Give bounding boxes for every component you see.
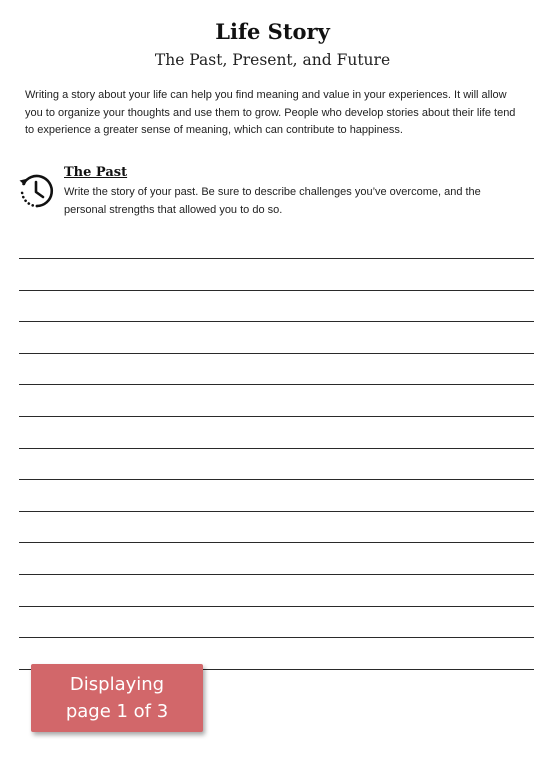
writing-line bbox=[19, 542, 534, 543]
clock-history-icon bbox=[17, 171, 57, 211]
page-subtitle: The Past, Present, and Future bbox=[154, 51, 391, 69]
section-description: Write the story of your past. Be sure to describe challenges you’ve overcome, and the personal strengths that allowed you to do so. bbox=[64, 186, 481, 216]
writing-line bbox=[19, 606, 534, 607]
writing-line bbox=[19, 574, 534, 575]
writing-line bbox=[19, 479, 534, 480]
writing-line bbox=[19, 384, 534, 385]
page-indicator-badge bbox=[31, 664, 203, 732]
intro-paragraph: Writing a story about your life can help you find meaning and value in your experiences. It will allow you to organize your thoughts and use them to grow. People who develop stories about their life tend to experience a greater sense of meaning, which can contribute to happiness. bbox=[25, 89, 516, 136]
page-title: Life Story bbox=[215, 19, 330, 44]
page-indicator-label: Displaying bbox=[69, 674, 165, 695]
writing-line bbox=[19, 511, 534, 512]
page-indicator-count: page 1 of 3 bbox=[65, 701, 169, 722]
writing-line bbox=[19, 290, 534, 291]
writing-line bbox=[19, 448, 534, 449]
writing-line bbox=[19, 416, 534, 417]
section-heading: The Past bbox=[64, 165, 128, 180]
writing-line bbox=[19, 637, 534, 638]
writing-line bbox=[19, 321, 534, 322]
writing-line bbox=[19, 258, 534, 259]
writing-line bbox=[19, 353, 534, 354]
